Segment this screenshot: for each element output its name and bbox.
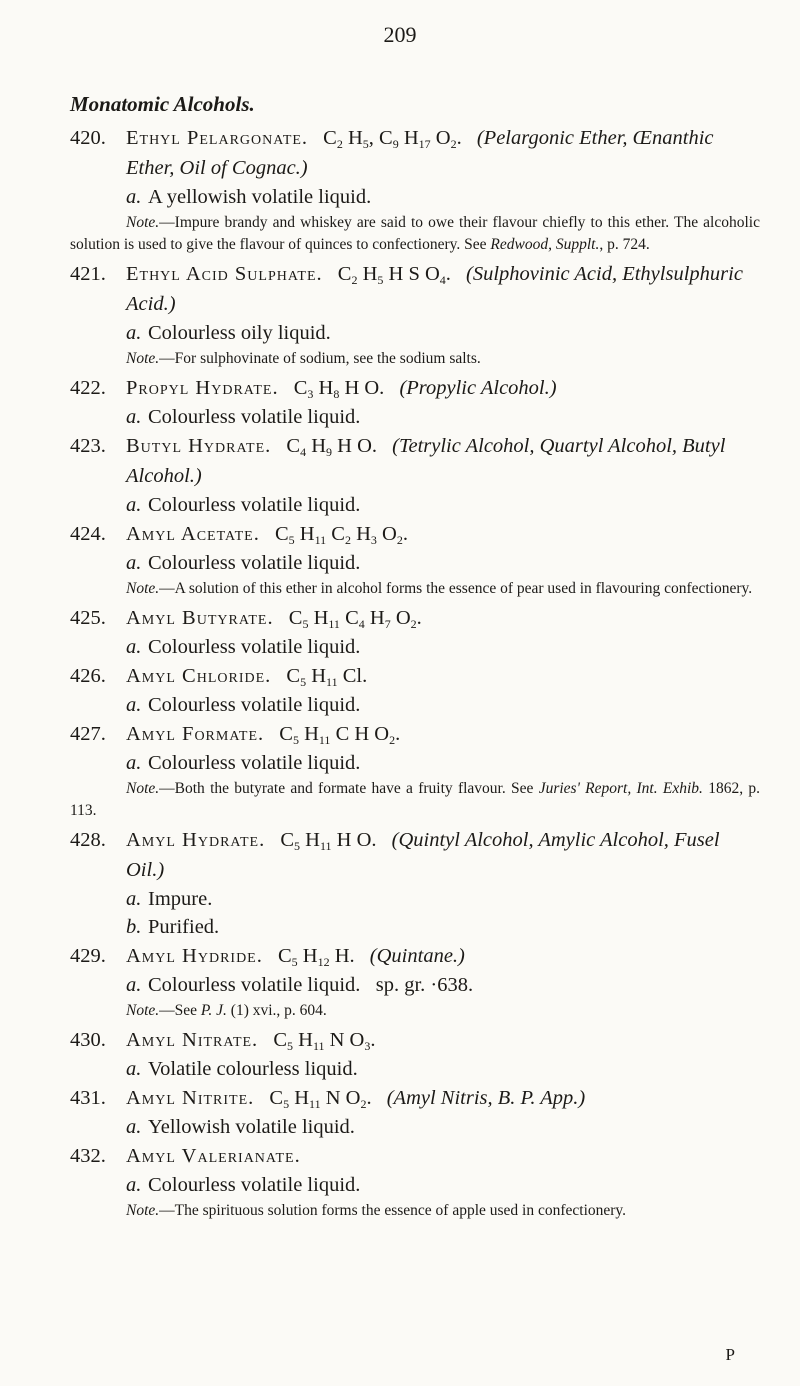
- section-title: Monatomic Alcohols.: [70, 92, 255, 116]
- chemical-formula: $C_5$ $H_{11}$ H O.: [280, 829, 377, 853]
- note-label: Note.: [126, 780, 160, 797]
- note: [70, 212, 760, 256]
- item-text: Colourless volatile liquid.: [148, 752, 361, 774]
- chemical-formula: $C_5$ $H_{11}$ N $O_3$.: [273, 1029, 376, 1053]
- item-label: a.: [126, 1174, 142, 1196]
- entry-heading: [70, 1141, 760, 1171]
- synonyms: (Tetrylic Alcohol, Quartyl Alcohol, Butyl Alcohol.): [126, 435, 726, 487]
- item-text: Colourless volatile liquid.: [148, 1174, 361, 1196]
- entry: [70, 123, 760, 256]
- specimen-item: [70, 319, 760, 347]
- entry-number: 422.: [70, 377, 106, 399]
- entry-heading: [70, 259, 760, 319]
- entry: [70, 719, 760, 822]
- compound-name: Ethyl Acid Sulphate.: [126, 263, 323, 285]
- specimen-item: [70, 491, 760, 519]
- entry: [70, 259, 760, 370]
- specimen-item: [70, 1113, 760, 1141]
- entry: [70, 519, 760, 600]
- note: [70, 1200, 760, 1222]
- item-text: Colourless volatile liquid.: [148, 552, 361, 574]
- entry-number: 424.: [70, 523, 106, 545]
- item-text: Volatile colourless liquid.: [148, 1058, 358, 1080]
- item-text: Colourless volatile liquid.: [148, 694, 361, 716]
- chemical-formula: $C_4$ $H_9$ H O.: [286, 435, 378, 459]
- entry-heading: [70, 825, 760, 885]
- chemical-formula: $C_2$ $H_5$, $C_9$ $H_{17}$ $O_2$.: [323, 127, 462, 151]
- note: [70, 778, 760, 822]
- compound-name: Amyl Valerianate.: [126, 1145, 301, 1167]
- compound-name: Ethyl Pelargonate.: [126, 127, 309, 149]
- entry-heading: [70, 123, 760, 183]
- compound-name: Amyl Nitrite.: [126, 1087, 255, 1109]
- compound-name: Amyl Hydrate.: [126, 829, 266, 851]
- item-label: a.: [126, 406, 142, 428]
- synonyms: (Quintyl Alcohol, Amylic Alcohol, Fusel Oil.): [126, 829, 720, 881]
- specimen-item: [70, 913, 760, 941]
- item-text: Colourless volatile liquid.: [148, 494, 361, 516]
- entry-heading: [70, 1025, 760, 1055]
- chemical-formula: $C_2$ $H_5$ H S $O_4$.: [337, 263, 451, 287]
- note-label: Note.: [126, 1202, 160, 1219]
- item-label: a.: [126, 1116, 142, 1138]
- item-label: a.: [126, 636, 142, 658]
- synonyms: (Sulphovinic Acid, Ethylsulphuric Acid.): [126, 263, 743, 315]
- entry: [70, 373, 760, 431]
- entry-heading: [70, 603, 760, 633]
- item-label: a.: [126, 494, 142, 516]
- compound-name: Amyl Hydride.: [126, 945, 263, 967]
- item-text: Colourless volatile liquid.: [148, 636, 361, 658]
- specimen-item: [70, 403, 760, 431]
- note: [70, 578, 760, 600]
- entry: [70, 661, 760, 719]
- page-number: 209: [383, 22, 417, 47]
- synonyms: (Quintane.): [369, 945, 465, 967]
- chemical-formula: $C_5$ $H_{11}$ N $O_2$.: [269, 1087, 372, 1111]
- chemical-formula: $C_3$ $H_8$ H O.: [293, 377, 385, 401]
- chemical-formula: $C_5$ $H_{11}$ C H $O_2$.: [279, 723, 401, 747]
- note-text: —Both the butyrate and formate have a fruity flavour. See Juries' Report, Int. Exhib. 1862, p. 113.: [70, 780, 760, 819]
- chemical-formula: $C_5$ $H_{11}$ Cl.: [286, 665, 368, 689]
- entry: [70, 1083, 760, 1141]
- entry-heading: [70, 373, 760, 403]
- item-label: a.: [126, 974, 142, 996]
- note-text: —See P. J. (1) xvi., p. 604.: [159, 1002, 327, 1019]
- entry-number: 421.: [70, 263, 106, 285]
- item-text: Yellowish volatile liquid.: [148, 1116, 355, 1138]
- item-text: Impure.: [148, 888, 213, 910]
- item-label: a.: [126, 322, 142, 344]
- entry-heading: [70, 519, 760, 549]
- synonyms: (Amyl Nitris, B. P. App.): [386, 1087, 586, 1109]
- chemical-formula: $C_5$ $H_{11}$ $C_4$ $H_7$ $O_2$.: [288, 607, 422, 631]
- entry-heading: [70, 431, 760, 491]
- entry-number: 432.: [70, 1145, 106, 1167]
- note-label: Note.: [126, 350, 160, 367]
- entry: [70, 603, 760, 661]
- specimen-item: [70, 183, 760, 211]
- item-text: Colourless oily liquid.: [148, 322, 331, 344]
- item-text: A yellowish volatile liquid.: [148, 186, 372, 208]
- entry-number: 423.: [70, 435, 106, 457]
- specimen-item: [70, 1171, 760, 1199]
- item-label: b.: [126, 916, 142, 938]
- entry-heading: [70, 661, 760, 691]
- entry: [70, 941, 760, 1022]
- specimen-item: [70, 549, 760, 577]
- specimen-item: [70, 971, 760, 999]
- specimen-item: [70, 1055, 760, 1083]
- compound-name: Amyl Nitrate.: [126, 1029, 259, 1051]
- entry-number: 425.: [70, 607, 106, 629]
- note: [70, 348, 760, 370]
- compound-name: Amyl Chloride.: [126, 665, 272, 687]
- compound-name: Propyl Hydrate.: [126, 377, 279, 399]
- chemical-formula: $C_5$ $H_{12}$ H.: [277, 945, 355, 969]
- entry: [70, 1141, 760, 1222]
- note-label: Note.: [126, 580, 160, 597]
- entry-number: 430.: [70, 1029, 106, 1051]
- entry-heading: [70, 941, 760, 971]
- item-label: a.: [126, 1058, 142, 1080]
- note: [70, 1000, 760, 1022]
- entry-heading: [70, 719, 760, 749]
- signature-mark: P: [725, 1345, 735, 1364]
- entry-number: 429.: [70, 945, 106, 967]
- note-label: Note.: [126, 1002, 160, 1019]
- note-text: —Impure brandy and whiskey are said to owe their flavour chiefly to this ether. The alcoholic solution is used to give the flavour of quinces to confectionery. See Redwood, Supplt., p. 724.: [70, 214, 760, 253]
- item-label: a.: [126, 888, 142, 910]
- note-text: —For sulphovinate of sodium, see the sodium salts.: [159, 350, 481, 367]
- entry-list: [70, 123, 760, 1225]
- item-text: Purified.: [148, 916, 220, 938]
- specimen-item: [70, 633, 760, 661]
- chemical-formula: $C_5$ $H_{11}$ $C_2$ $H_3$ $O_2$.: [274, 523, 408, 547]
- note-text: —The spirituous solution forms the essence of apple used in confectionery.: [159, 1202, 627, 1219]
- item-text: Colourless volatile liquid.: [148, 406, 361, 428]
- specimen-item: [70, 885, 760, 913]
- specimen-item: [70, 749, 760, 777]
- item-label: a.: [126, 694, 142, 716]
- entry: [70, 825, 760, 941]
- note-label: Note.: [126, 214, 160, 231]
- compound-name: Butyl Hydrate.: [126, 435, 272, 457]
- specimen-item: [70, 691, 760, 719]
- synonyms: (Propylic Alcohol.): [399, 377, 557, 399]
- entry: [70, 1025, 760, 1083]
- entry: [70, 431, 760, 519]
- compound-name: Amyl Formate.: [126, 723, 265, 745]
- note-text: —A solution of this ether in alcohol forms the essence of pear used in flavouring confectionery.: [159, 580, 753, 597]
- compound-name: Amyl Acetate.: [126, 523, 260, 545]
- item-label: a.: [126, 752, 142, 774]
- compound-name: Amyl Butyrate.: [126, 607, 274, 629]
- item-label: a.: [126, 186, 142, 208]
- synonyms: (Pelargonic Ether, Œnanthic Ether, Oil of Cognac.): [126, 127, 714, 179]
- item-text: Colourless volatile liquid. sp. gr. ·638.: [148, 974, 474, 996]
- entry-number: 420.: [70, 127, 106, 149]
- entry-number: 431.: [70, 1087, 106, 1109]
- entry-number: 428.: [70, 829, 106, 851]
- entry-heading: [70, 1083, 760, 1113]
- entry-number: 426.: [70, 665, 106, 687]
- entry-number: 427.: [70, 723, 106, 745]
- item-label: a.: [126, 552, 142, 574]
